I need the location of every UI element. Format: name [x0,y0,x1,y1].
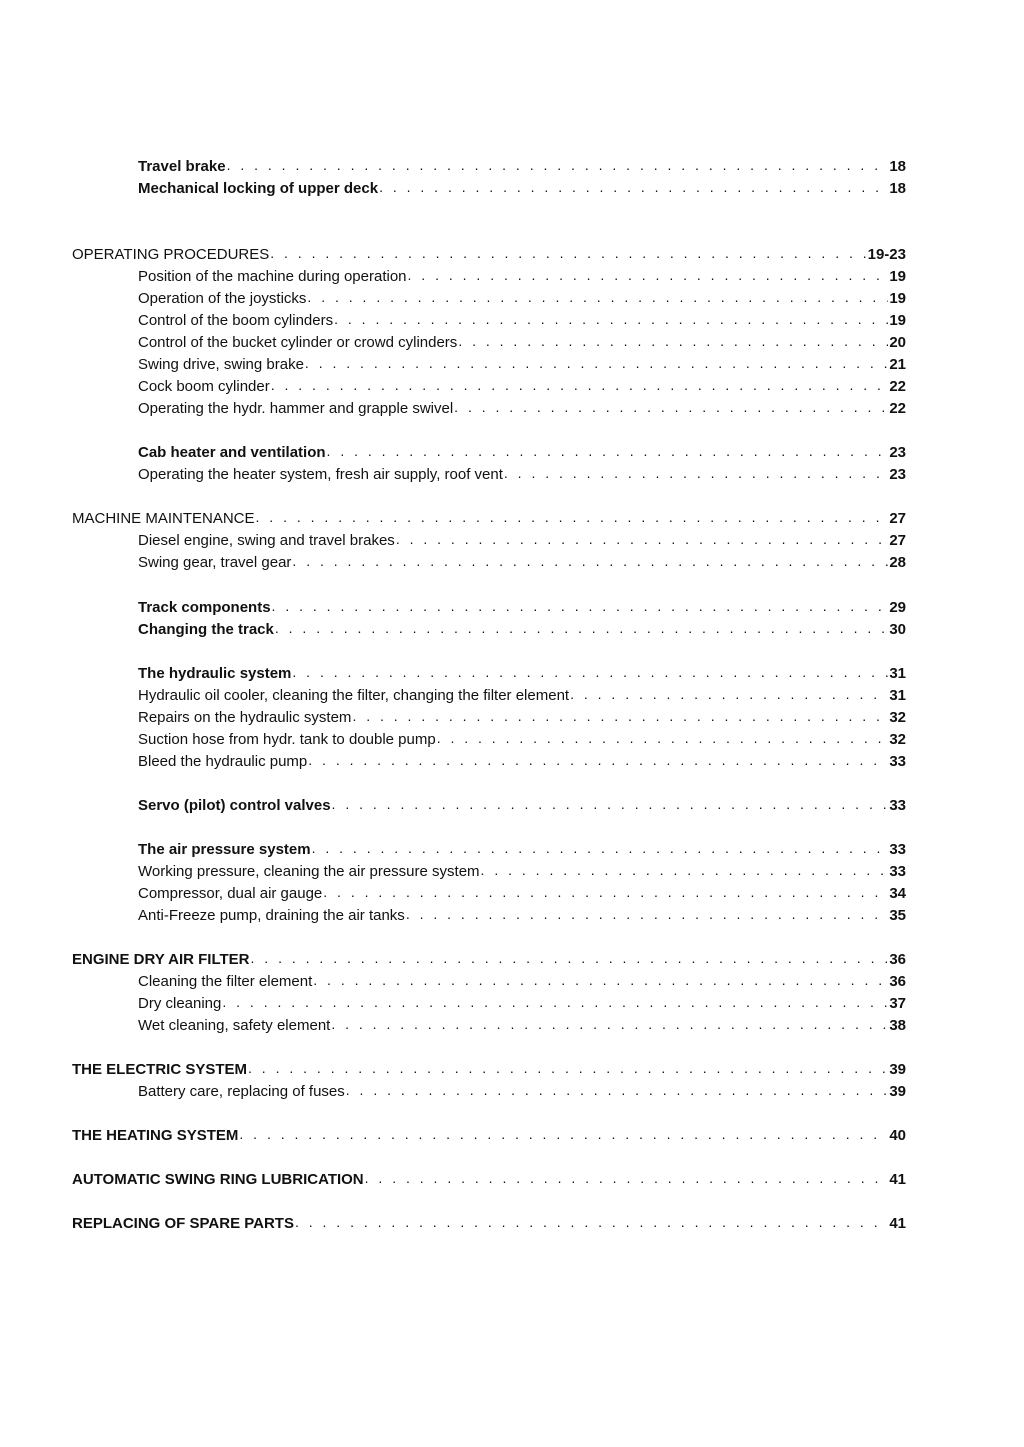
toc-entry-label: Swing drive, swing brake [138,356,304,373]
dot-leader [352,706,888,726]
toc-entry-page: 33 [889,753,906,770]
toc-entry-track-components[interactable] [138,597,906,617]
toc-entry-label: Hydraulic oil cooler, cleaning the filter, changing the filter element [138,687,570,704]
toc-entry-cock-boom-cylinder[interactable] [138,376,906,396]
toc-entry-page: 31 [889,665,906,682]
dot-leader [408,265,889,285]
toc-entry-hydraulic-repairs[interactable] [138,707,906,727]
dot-leader [379,177,888,197]
toc-entry-page: 35 [889,907,906,924]
toc-entry-servo-valves[interactable] [138,795,906,815]
toc-entry-label: Travel brake [138,158,226,175]
toc-section-label: ENGINE DRY AIR FILTER [72,951,250,968]
dot-leader [272,596,889,616]
toc-entry-page: 34 [889,885,906,902]
toc-section-operating-procedures[interactable] [72,244,906,264]
toc-section-replacing-spare-parts[interactable] [72,1213,906,1233]
toc-entry-suction-hose[interactable] [138,729,906,749]
toc-entry-page: 40 [889,1127,906,1144]
toc-section-label: THE ELECTRIC SYSTEM [72,1061,248,1078]
dot-leader [323,882,888,902]
dot-leader [334,309,888,329]
toc-entry-swing-drive[interactable] [138,354,906,374]
toc-entry-page: 33 [889,797,906,814]
toc-entry-label: Position of the machine during operation [138,268,407,285]
dot-leader [227,155,889,175]
toc-entry-battery-care[interactable] [138,1081,906,1101]
toc-entry-label: Dry cleaning [138,995,222,1012]
toc-entry-page: 18 [889,158,906,175]
dot-leader [458,331,888,351]
toc-entry-label: Working pressure, cleaning the air pressure system [138,863,480,880]
toc-entry-label: Cab heater and ventilation [138,444,326,461]
toc-entry-label: The air pressure system [138,841,311,858]
dot-leader [406,904,889,924]
toc-entry-page: 41 [889,1171,906,1188]
dot-leader [307,287,888,307]
dot-leader [251,948,889,968]
toc-entry-label: Servo (pilot) control valves [138,797,331,814]
toc-entry-page: 37 [889,995,906,1012]
dot-leader [327,441,889,461]
dot-leader [331,1014,888,1034]
toc-section-electric-system[interactable] [72,1059,906,1079]
toc-entry-page: 38 [889,1017,906,1034]
toc-entry-mechanical-locking[interactable] [138,178,906,198]
toc-entry-page: 28 [889,554,906,571]
dot-leader [305,353,888,373]
toc-section-engine-dry-air-filter[interactable] [72,949,906,969]
dot-leader [222,992,888,1012]
dot-leader [292,662,888,682]
toc-entry-page: 22 [889,378,906,395]
toc-entry-hydraulic-system[interactable] [138,663,906,683]
toc-entry-page: 41 [889,1215,906,1232]
toc-section-label: MACHINE MAINTENANCE [72,510,255,527]
toc-entry-label: The hydraulic system [138,665,292,682]
dot-leader [570,684,888,704]
toc-entry-label: Changing the track [138,621,274,638]
dot-leader [332,794,889,814]
toc-entry-page: 29 [889,599,906,616]
toc-section-label: THE HEATING SYSTEM [72,1127,239,1144]
toc-entry-compressor[interactable] [138,883,906,903]
toc-entry-page: 19 [889,290,906,307]
toc-entry-label: Repairs on the hydraulic system [138,709,352,726]
toc-entry-label: Mechanical locking of upper deck [138,180,379,197]
dot-leader [313,970,888,990]
toc-entry-label: Cleaning the filter element [138,973,313,990]
toc-section-swing-ring-lubrication[interactable] [72,1169,906,1189]
dot-leader [256,507,889,527]
toc-entry-label: Swing gear, travel gear [138,554,292,571]
toc-entry-label: Compressor, dual air gauge [138,885,323,902]
dot-leader [239,1124,888,1144]
toc-entry-cab-heater[interactable] [138,442,906,462]
toc-entry-machine-position[interactable] [138,266,906,286]
toc-entry-swing-gear[interactable] [138,552,906,572]
toc-entry-label: Control of the boom cylinders [138,312,334,329]
toc-entry-hydr-hammer[interactable] [138,398,906,418]
toc-entry-label: Control of the bucket cylinder or crowd cylinders [138,334,458,351]
dot-leader [312,838,889,858]
toc-entry-page: 33 [889,841,906,858]
toc-section-label: OPERATING PROCEDURES [72,246,270,263]
toc-entry-page: 39 [889,1083,906,1100]
toc-entry-page: 32 [889,709,906,726]
toc-entry-page: 31 [889,687,906,704]
toc-entry-page: 19-23 [867,246,906,263]
toc-entry-oil-cooler[interactable] [138,685,906,705]
toc-entry-page: 19 [889,312,906,329]
toc-entry-cleaning-filter-element[interactable] [138,971,906,991]
toc-entry-page: 30 [889,621,906,638]
toc-entry-boom-cylinders[interactable] [138,310,906,330]
toc-entry-label: Wet cleaning, safety element [138,1017,331,1034]
toc-entry-label: Suction hose from hydr. tank to double pump [138,731,436,748]
toc-entry-page: 32 [889,731,906,748]
toc-entry-page: 18 [889,180,906,197]
toc-entry-page: 27 [889,532,906,549]
dot-leader [504,463,888,483]
toc-entry-label: Operating the heater system, fresh air supply, roof vent [138,466,503,483]
toc-entry-anti-freeze-pump[interactable] [138,905,906,925]
dot-leader [481,860,889,880]
toc-entry-working-pressure[interactable] [138,861,906,881]
dot-leader [248,1058,888,1078]
toc-entry-heater-system[interactable] [138,464,906,484]
toc-entry-wet-cleaning[interactable] [138,1015,906,1035]
toc-entry-air-pressure-system[interactable] [138,839,906,859]
toc-entry-changing-track[interactable] [138,619,906,639]
toc-entry-page: 39 [889,1061,906,1078]
toc-entry-label: Diesel engine, swing and travel brakes [138,532,395,549]
toc-entry-label: Track components [138,599,271,616]
toc-entry-label: Anti-Freeze pump, draining the air tanks [138,907,405,924]
toc-entry-page: 36 [889,973,906,990]
toc-entry-travel-brake[interactable] [138,156,906,176]
toc-entry-label: Cock boom cylinder [138,378,270,395]
toc-entry-page: 33 [889,863,906,880]
toc-section-label: REPLACING OF SPARE PARTS [72,1215,294,1232]
toc-section-heating-system[interactable] [72,1125,906,1145]
dot-leader [437,728,889,748]
toc-entry-page: 20 [889,334,906,351]
toc-entry-diesel-engine[interactable] [138,530,906,550]
toc-entry-page: 23 [889,466,906,483]
dot-leader [271,375,889,395]
toc-entry-joysticks[interactable] [138,288,906,308]
toc-entry-bleed-pump[interactable] [138,751,906,771]
toc-entry-page: 22 [889,400,906,417]
toc-entry-bucket-cylinder[interactable] [138,332,906,352]
toc-entry-label: Operation of the joysticks [138,290,307,307]
toc-entry-page: 27 [889,510,906,527]
toc-entry-page: 23 [889,444,906,461]
toc-entry-label: Operating the hydr. hammer and grapple swivel [138,400,454,417]
dot-leader [295,1212,888,1232]
dot-leader [454,397,888,417]
toc-section-machine-maintenance[interactable] [72,508,906,528]
dot-leader [396,529,889,549]
dot-leader [308,750,888,770]
dot-leader [275,618,888,638]
dot-leader [292,551,888,571]
toc-entry-page: 36 [889,951,906,968]
dot-leader [365,1168,889,1188]
toc-entry-dry-cleaning[interactable] [138,993,906,1013]
dot-leader [270,243,866,263]
toc-entry-page: 19 [889,268,906,285]
toc-entry-label: Bleed the hydraulic pump [138,753,308,770]
toc-entry-page: 21 [889,356,906,373]
dot-leader [346,1080,889,1100]
toc-section-label: AUTOMATIC SWING RING LUBRICATION [72,1171,364,1188]
toc-entry-label: Battery care, replacing of fuses [138,1083,345,1100]
